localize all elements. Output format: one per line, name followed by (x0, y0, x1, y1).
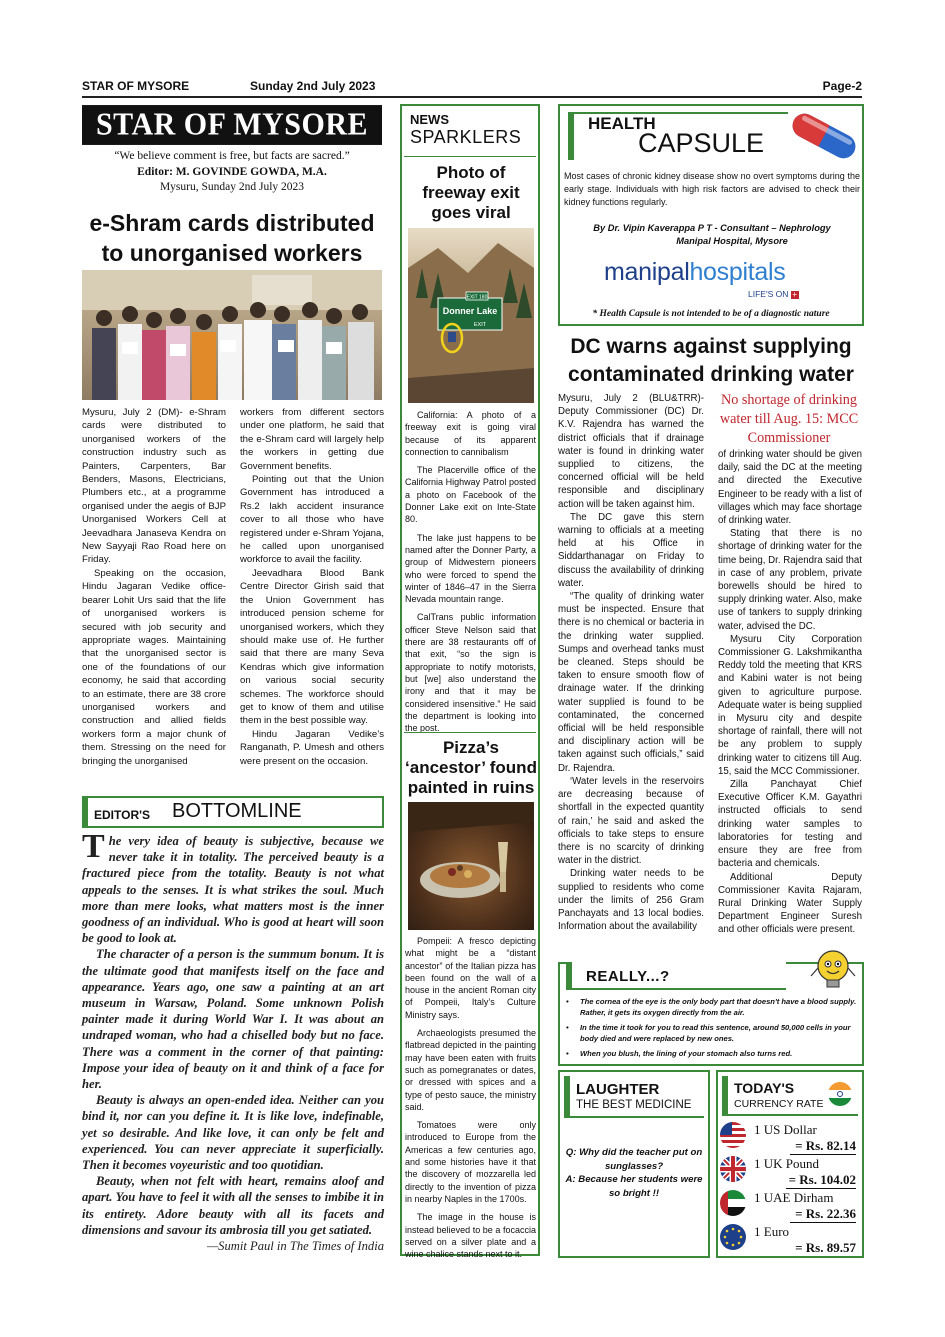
dc-para: The DC gave this stern warning to officials at a meeting held at his Office in Siddarthanagar on Friday to discuss the availability of drinking water. (558, 511, 704, 589)
joke (562, 1146, 706, 1200)
news-para: Pompeii: A fresco depicting what might be a “distant ancestor” of the Italian pizza has been found on the wall of a house in the ancient Roman city of Pompeii, Italy’s Culture Ministry says. (405, 936, 536, 1020)
dc-side-headline: No shortage of drinking water till Aug. 15: MCC Commissioner (719, 392, 859, 446)
currency-rate: = Rs. 82.14 (790, 1138, 856, 1155)
dc-headline: DC warns against supplying contaminated drinking water (568, 335, 854, 386)
masthead-motto: “We believe comment is free, but facts are sacred.” (114, 150, 350, 162)
currency-label-b: CURRENCY RATE (734, 1098, 824, 1110)
currency-unit: 1 UK Pound (754, 1156, 820, 1171)
dc-col2 (718, 448, 862, 937)
masthead-dateline: Mysuru, Sunday 2nd July 2023 (159, 181, 305, 193)
currency-label-a: TODAY'S (734, 1080, 795, 1096)
eshram-col2 (240, 406, 384, 768)
dc-para: Drinking water needs to be supplied to residents who come under the limits of 256 Gram Panchayats and 13 local bodies. Information about the availability (558, 868, 704, 933)
really-label-box (566, 962, 786, 990)
logo-tagline-text: LIFE'S ON (748, 289, 789, 299)
news-para: The image in the house is instead believed to be a focaccia served on a silver plate and a wine chalice stands next to it. (405, 1212, 536, 1260)
health-byline (564, 222, 860, 248)
news-para: The lake just happens to be named after the Donner Party, a group of Midwestern pioneers who were forced to spend the winter of 1846–47 in the Sierra Nevada mountain range. (405, 532, 536, 605)
really-label: REALLY...? (586, 968, 670, 985)
news-para: Archaeologists presumed the flatbread depicted in the painting may have been eaten with fruits such as pomegranates or dates, or dressed with spices and a type of pesto sauce, the ministry said. (405, 1028, 536, 1112)
dc-para: “The quality of drinking water must be inspected. Ensure that there is no chemical or bacteria in the drinking water supplied. Sumps and overhead tanks must be cleaned. Steps should be taken to ensure smooth flow of drainage water. If the drinking water supplied is found to be contaminated, the concerned official will be held responsible and disciplinary action will be taken against such officials,” said Dr. Rajendra. (558, 591, 704, 774)
header-paper-name: STAR OF MYSORE (82, 79, 190, 93)
editors-p3: Beauty is always an open-ended idea. Neither can you bind it, nor can you define it. It is like love, indefinable, yet so desirable. And like love, it can only be felt and experienced. You can never appreciate it superficially. Then it becomes voyeuristic and too quotidian. (82, 1093, 384, 1173)
dc-para: Stating that there is no shortage of drinking water for the time being, Dr. Rajendra said that in case of any problem, private borewells should be hired to supply drinking water. Also, make use of tankers to supply drinking water, advised the DC. (718, 528, 862, 632)
sign-lake-name: Donner Lake (442, 306, 498, 316)
editors-p4: Beauty, when not felt with heart, remains aloof and apart. You have to feel it with all the senses to imbibe it in its entirety. Adore beauty with all its facets and dimensions and savour its ambrosia till you get satiated. (82, 1174, 384, 1237)
dc-col1 (558, 392, 704, 933)
dc-para: Mysuru, July 2 (BLU&TRR)- Deputy Commissioner (DC) Dr. K.V. Rajendra has warned the district officials that if drainage water is found in drinking water supplied to citizens, the concerned official will be held responsible and disciplinary action will be taken against him. (558, 393, 704, 510)
currency-rate: = Rs. 89.57 (795, 1240, 856, 1255)
editors-text (82, 828, 384, 1254)
india-flag-icon (828, 1082, 852, 1106)
eshram-para: workers from different sectors under one platform, he said that the e-Shram card will largely help the workers in getting due Government benefits. (240, 407, 384, 472)
header-page-number: Page-2 (822, 79, 862, 93)
drop-cap: T (82, 828, 105, 865)
news-story-2 (405, 935, 536, 1260)
uk-flag-icon (720, 1156, 746, 1182)
news-para: Tomatoes were only introduced to Europe from the Americas a few centuries ago, and some histories have it that the discovery of mozzarella led directly to the invention of pizza in nearby Naples in the 1700s. (405, 1120, 536, 1204)
laughter-label-a: LAUGHTER (576, 1081, 660, 1098)
eshram-para: Speaking on the occasion, Hindu Jagaran Vedike office-bearer Lohit Urs said that the life of unorganised workers is secured with job security and appropriate wages. Maintaining that the unorganised sector is one of the foundations of our economy, he said that according to an estimate, there are 38 crore unorganised workers and construction and allied fields workers form a major chunk of them. Stressing on the need for bringing the unorganised (82, 567, 226, 767)
really-item-text: When you blush, the lining of your stomach also turns red. (580, 1048, 793, 1058)
news-para: CalTrans public information officer Steve Nelson said that there are 38 restaurants off of that exit, “so the sign is appropriate to notify motorists, but [we] also understand the irony and that it may be considered insensitive.” He said the department is looking into the post. (405, 612, 536, 734)
lightbulb-mascot-icon (808, 946, 858, 992)
pizza-fresco-photo (408, 802, 534, 930)
group-photo-illustration (82, 270, 382, 400)
capsule-pill-icon (786, 110, 862, 162)
editors-label-a: EDITOR'S (94, 808, 150, 822)
health-label-a: HEALTH (588, 114, 656, 133)
masthead-editor: Editor: M. GOVINDE GOWDA, M.A. (137, 165, 327, 178)
really-list (566, 996, 862, 1059)
currency-unit: 1 US Dollar (754, 1122, 817, 1137)
eshram-para: Pointing out that the Union Government has introduced a Rs.2 lakh accident insurance cover to all those who have registered under e-Shram Yojana, he called upon unorganised workforce to avail the facility. (240, 474, 384, 566)
eshram-photo (82, 270, 382, 400)
fresco-illustration (408, 802, 534, 930)
news-para: The Placerville office of the California Highway Patrol posted a photo on Facebook of the Donner Lake exit on Inte-State 80. (405, 465, 536, 525)
currency-unit: 1 Euro (754, 1224, 790, 1239)
editors-para (82, 828, 384, 946)
editors-credit: —Sumit Paul in The Times of India (206, 1239, 384, 1254)
eu-flag-icon (720, 1224, 746, 1250)
manipal-logo (604, 258, 785, 287)
currency-unit: 1 UAE Dirham (754, 1190, 834, 1205)
logo-text-a: manipal (604, 258, 690, 286)
editors-label-box (82, 796, 384, 828)
news-headline-2: Pizza’s ‘ancestor’ found painted in ruins (405, 738, 537, 797)
health-byline-1: By Dr. Vipin Kaverappa P T - Consultant – Nephrology (593, 223, 831, 233)
masthead-block (82, 149, 382, 196)
eshram-col1 (82, 406, 226, 768)
dc-para: Zilla Panchayat Chief Executive Officer K.M. Gayathri instructed officials to send drinking water samples to laboratories for testing and ensure they are free from bacteria and chemicals. (718, 779, 862, 870)
eshram-para: Mysuru, July 2 (DM)- e-Shram cards were distributed to unorganised workers of the construction industry such as Painters, Carpenters, Bar Benders, Masons, Electricians, Plumbers etc., at a programme organised under the aegis of BJP Unorganised Workers Cell at Jeevadhara Janaseva Kendra on New Sayyaji Rao Road here on Friday. (82, 407, 226, 566)
news-label-a: NEWS (410, 112, 449, 127)
joke-question: Q: Why did the teacher put on sunglasses? (565, 1147, 703, 1172)
news-label (410, 112, 521, 148)
health-byline-2: Manipal Hospital, Mysore (676, 236, 788, 246)
eshram-para: Jeevadhara Blood Bank Centre Director Girish said that the Union Government has introduced pension scheme for unorganised workers, which they should make use of. He further said that there are many Seva Kendras which give information on various social security schemes. The workforce should get to know of them and utilise them in the best possible way. (240, 567, 384, 727)
news-headline-1: Photo of freeway exit goes viral (422, 163, 520, 222)
dc-para: ‘Water levels in the reservoirs are decreasing because of shortfall in the expected quantity of rain,’ he said and asked the officials to take steps to ensure there is no scarcity of drinking water in the district. (558, 775, 704, 867)
health-label-box (568, 112, 788, 160)
us-flag-icon (720, 1122, 746, 1148)
plus-icon: + (792, 289, 798, 299)
logo-tagline (748, 289, 799, 299)
really-item: • In the time it took for you to read this sentence, around 50,000 cells in your body died and were replaced by new ones. (566, 1022, 851, 1044)
laughter-label-b: THE BEST MEDICINE (576, 1099, 692, 1111)
masthead-title: STAR OF MYSORE (82, 105, 382, 145)
laughter-label-box (564, 1076, 704, 1118)
eshram-para: Hindu Jagaran Vedike’s Ranganath, P. Umesh and others were present on the occasion. (240, 728, 384, 767)
header-date: Sunday 2nd July 2023 (250, 79, 376, 93)
news-divider-2 (404, 732, 536, 733)
news-story-1 (405, 409, 536, 734)
sign-exit-number: EXIT 180 (466, 294, 488, 301)
editors-p1: he very idea of beauty is subjective, because we never take it in totality. The perceived beauty is a fractured piece from the totality. Beauty is not what appeals to the senses. It is what strikes the soul. Much more than mere looks, what matters most is the inner goodness of an individual. Who is good at heart will soon be good to look at. (82, 834, 384, 946)
dc-para: Additional Deputy Commissioner Kavita Rajaram, Rural Drinking Water Supply Department Engineer Suresh and other officials were present. (718, 871, 862, 936)
really-item: • The cornea of the eye is the only body part that doesn't have a blood supply. Rather, it gets its oxygen directly from the air. (566, 997, 857, 1018)
really-item: • When you blush, the lining of your stomach also turns red. (566, 1048, 793, 1058)
news-label-b: SPARKLERS (410, 127, 522, 147)
page-header (82, 78, 862, 98)
news-divider (404, 156, 536, 157)
really-item-text: In the time it took for you to read this sentence, around 50,000 cells in your body died and were replaced by new ones. (580, 1022, 851, 1044)
currency-rate: = Rs. 104.02 (786, 1172, 856, 1189)
health-label-b: CAPSULE (638, 128, 765, 158)
currency-rate: = Rs. 22.36 (790, 1206, 856, 1223)
sign-exit-text: EXIT (473, 322, 487, 328)
dc-para: of drinking water should be given daily, said the DC at the meeting and directed the Executive Engineer to be ready with a list of villages which may face shortage of drinking water. (718, 449, 862, 527)
really-item-text: The cornea of the eye is the only body part that doesn't have a blood supply. Rather, it gets its oxygen directly from the air. (580, 997, 857, 1018)
joke-answer: A: Because her students were so bright !! (565, 1174, 703, 1199)
uae-flag-icon (720, 1190, 746, 1216)
health-text: Most cases of chronic kidney disease show no overt symptoms during the early stage. Individuals with high risk factors are advised to check their kidney functions regularly. (564, 171, 860, 207)
editors-p2: The character of a person is the summum bonum. It is the ultimate good that manifests itself on the face and appearance. Years ago, one saw a painting at an art museum in Warsaw, Poland. Some unknown Polish painter made it during World War I. It was about an undraped woman, who had a chiselled body but no face. There was a comment in the corner of that painting: Impose your idea of beauty on it and think of a face for her. (82, 947, 384, 1092)
freeway-sign-illustration (408, 228, 534, 403)
editors-label-b: BOTTOMLINE (172, 800, 302, 822)
freeway-photo (408, 228, 534, 403)
news-para: California: A photo of a freeway exit is going viral because of its apparent connection to cannibalism (405, 410, 536, 457)
logo-text-b: hospitals (689, 258, 786, 286)
health-disclaimer: * Health Capsule is not intended to be of a diagnostic nature (592, 309, 830, 319)
dc-para: Mysuru City Corporation Commissioner G. Lakshmikantha Reddy told the meeting that KRS and Kabini water is not being given to agriculture purpose. Adequate water is being supplied in Mysuru city and despite shortage of rainfall, there will not be any problem to supply drinking water to citizens till Aug. 15, said the MCC Commissioner. (718, 633, 862, 777)
eshram-headline: e-Shram cards distributed to unorganised workers (89, 210, 375, 266)
